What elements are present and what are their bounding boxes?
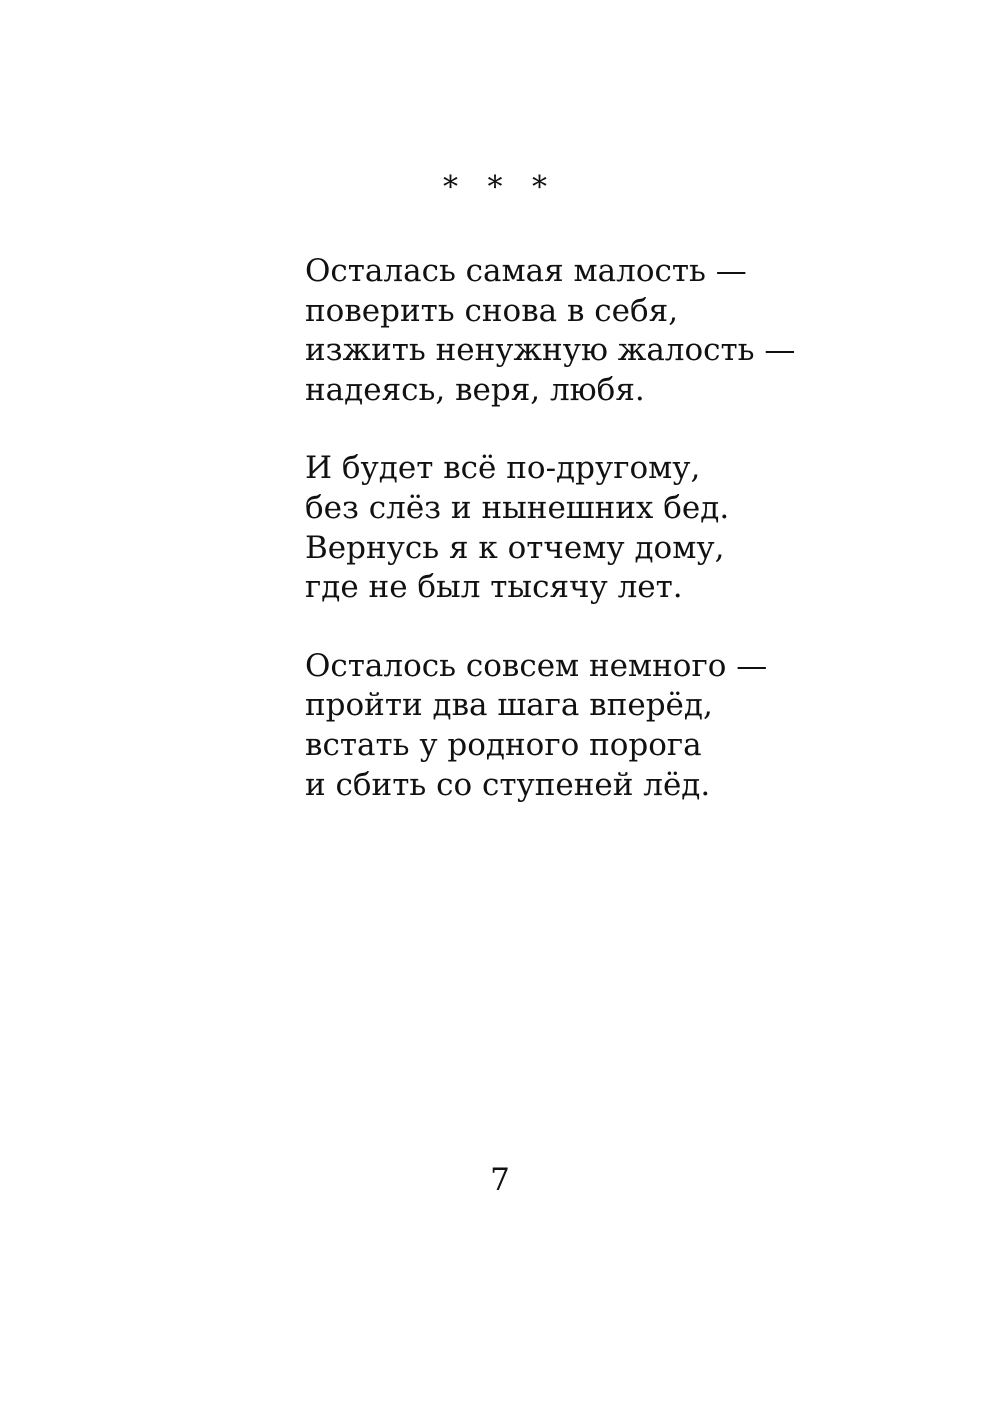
stanza-3 — [305, 647, 905, 805]
poem-line: надеясь, веря, любя. — [305, 371, 645, 408]
poem-line: изжить ненужную жалость — — [305, 332, 796, 369]
poem-separator: * * * — [442, 170, 558, 205]
poem-line: встать у родного порога — [305, 726, 702, 763]
stanza-2 — [305, 449, 905, 607]
stanza-1 — [305, 252, 905, 410]
poem-line: И будет всё по-другому, — [305, 450, 701, 487]
poem-line: без слёз и нынешних бед. — [305, 489, 730, 526]
poem-line: Осталось совсем немного — — [305, 647, 768, 684]
poem-line: Вернусь я к отчему дому, — [305, 529, 725, 566]
poem-line: Осталась самая малость — — [305, 253, 747, 289]
poem — [305, 252, 905, 844]
poem-line: пройти два шага вперёд, — [305, 687, 713, 724]
page-number: 7 — [490, 1162, 510, 1198]
poem-line: и сбить со ступеней лёд. — [305, 766, 711, 803]
poem-line: где не был тысячу лет. — [305, 569, 683, 606]
poem-line: поверить снова в себя, — [305, 292, 679, 329]
